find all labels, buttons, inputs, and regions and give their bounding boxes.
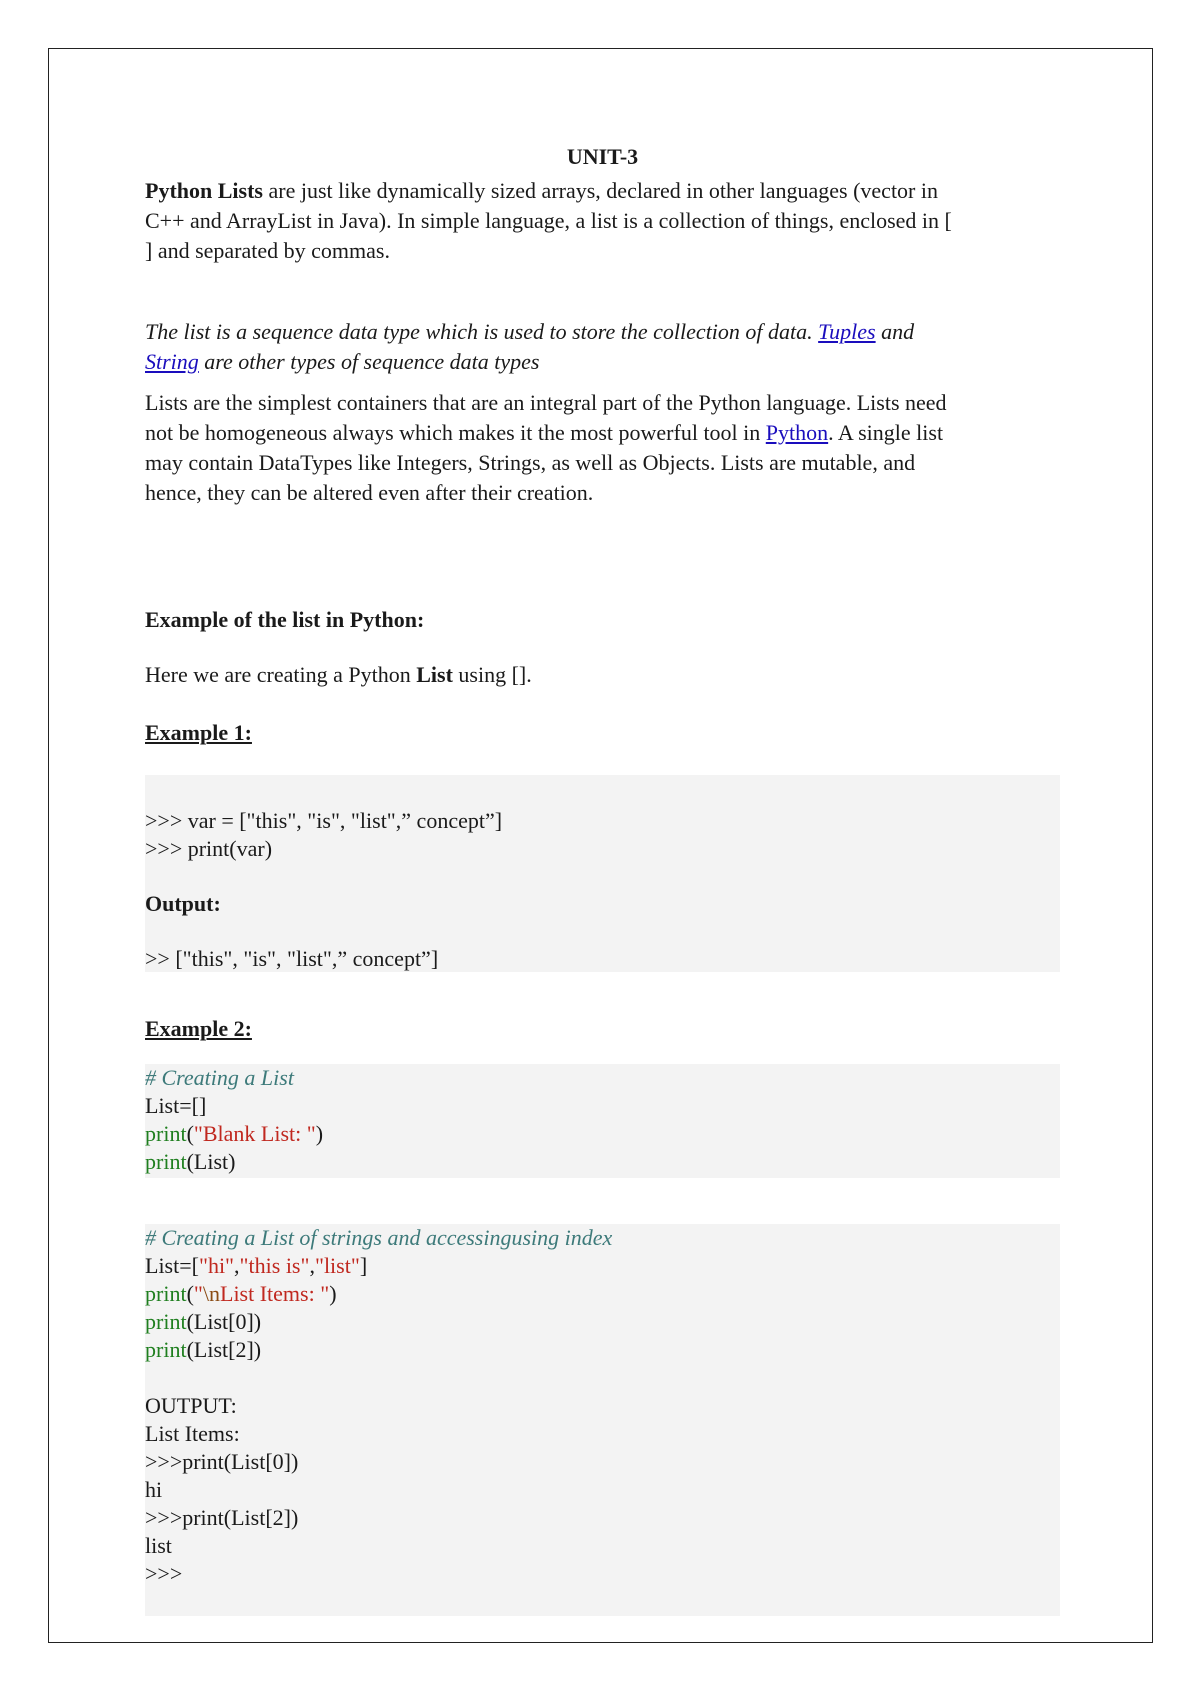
example2-heading: Example 2: xyxy=(145,1016,252,1041)
creating-pre: Here we are creating a Python xyxy=(145,662,417,687)
block2-line2 xyxy=(145,1252,367,1280)
example1-code-line1: >>> var = ["this", "is", "list",” concept”] xyxy=(145,808,503,833)
example-section-heading: Example of the list in Python: xyxy=(145,607,425,632)
block1-line4 xyxy=(145,1148,235,1176)
lists-paragraph xyxy=(145,388,1060,508)
string-link[interactable]: String xyxy=(145,349,199,374)
example2-code-block-1 xyxy=(145,1064,1060,1178)
block1-line3 xyxy=(145,1120,323,1148)
lists-line2-post: . A single list xyxy=(828,420,944,445)
block2-out1: OUTPUT: xyxy=(145,1393,237,1418)
note-line1-pre: The list is a sequence data type which is used to store the collection of data. xyxy=(145,319,819,344)
block1-line2: List=[] xyxy=(145,1093,207,1118)
creating-post: using []. xyxy=(452,662,532,687)
print-args: (List[2]) xyxy=(186,1337,262,1362)
example1-code-line2: >>> print(var) xyxy=(145,836,273,861)
paren-close: ) xyxy=(329,1281,337,1306)
intro-bold: Python Lists xyxy=(145,178,263,203)
print-func: print xyxy=(145,1281,187,1306)
bracket-close: ] xyxy=(359,1253,368,1278)
tuples-link[interactable]: Tuples xyxy=(818,319,876,344)
block1-comment: # Creating a List xyxy=(145,1065,294,1090)
paren-open: ( xyxy=(186,1121,194,1146)
print-func: print xyxy=(145,1337,187,1362)
paren-close: ) xyxy=(315,1121,324,1146)
string-literal: "this is" xyxy=(239,1253,310,1278)
block2-out4: hi xyxy=(145,1477,163,1502)
lists-line3: may contain DataTypes like Integers, Strings, as well as Objects. Lists are mutable, and xyxy=(145,450,916,475)
block2-line5 xyxy=(145,1336,261,1364)
string-literal: "list" xyxy=(314,1253,360,1278)
lists-line2-pre: not be homogeneous always which makes it the most powerful tool in xyxy=(145,420,766,445)
creating-bold: List xyxy=(416,662,453,687)
print-func: print xyxy=(145,1309,187,1334)
example2-code-block-2 xyxy=(145,1224,1060,1616)
note-line1-post: and xyxy=(875,319,915,344)
string-literal: "Blank List: " xyxy=(193,1121,316,1146)
print-func: print xyxy=(145,1149,187,1174)
comma: , xyxy=(309,1253,315,1278)
example1-heading: Example 1: xyxy=(145,720,252,745)
comma: , xyxy=(234,1253,240,1278)
example1-code-block xyxy=(145,775,1060,972)
block2-out7: >>> xyxy=(145,1561,183,1586)
string-literal: "hi" xyxy=(198,1253,235,1278)
print-args: (List[0]) xyxy=(186,1309,262,1334)
block2-out2: List Items: xyxy=(145,1421,240,1446)
block2-out6: list xyxy=(145,1533,172,1558)
example1-output-line: >> ["this", "is", "list",” concept”] xyxy=(145,946,439,971)
print-func: print xyxy=(145,1121,187,1146)
paren-open: ( xyxy=(186,1281,194,1306)
intro-line3: ] and separated by commas. xyxy=(145,238,390,263)
block2-comment: # Creating a List of strings and accessingusing index xyxy=(145,1225,613,1250)
string-quote: " xyxy=(193,1281,203,1306)
intro-line2: C++ and ArrayList in Java). In simple language, a list is a collection of things, enclosed in [ xyxy=(145,208,952,233)
intro-line1: are just like dynamically sized arrays, declared in other languages (vector in xyxy=(262,178,938,203)
lists-line1: Lists are the simplest containers that are an integral part of the Python language. Lists need xyxy=(145,390,947,415)
example1-output-label: Output: xyxy=(145,891,221,916)
list-assign: List=[ xyxy=(145,1253,199,1278)
print-args: (List) xyxy=(186,1149,236,1174)
python-link[interactable]: Python xyxy=(765,420,829,445)
string-literal: List Items: " xyxy=(220,1281,330,1306)
block2-out5: >>>print(List[2]) xyxy=(145,1505,299,1530)
creating-text xyxy=(145,660,1060,690)
note-paragraph xyxy=(145,317,1060,377)
intro-paragraph xyxy=(145,176,1060,266)
escape-sequence: \n xyxy=(202,1281,220,1306)
block2-line4 xyxy=(145,1308,261,1336)
page-title: UNIT-3 xyxy=(566,144,639,169)
lists-line4: hence, they can be altered even after their creation. xyxy=(145,480,594,505)
block2-out3: >>>print(List[0]) xyxy=(145,1449,299,1474)
note-line2-post: are other types of sequence data types xyxy=(198,349,540,374)
block2-line3 xyxy=(145,1280,337,1308)
